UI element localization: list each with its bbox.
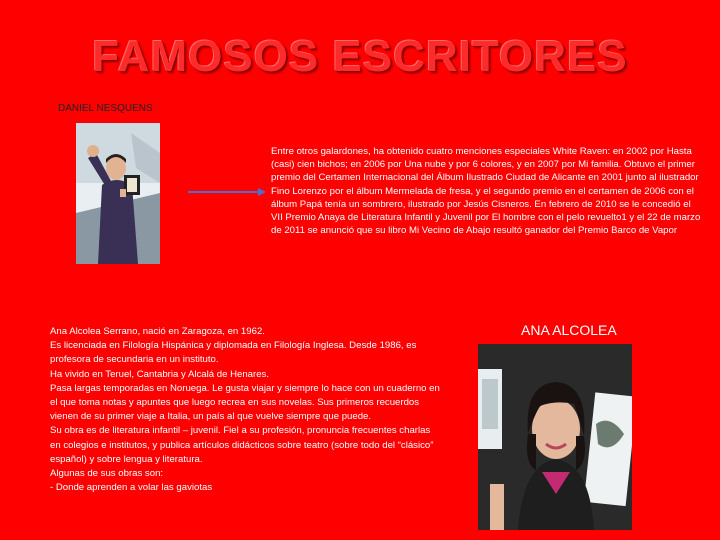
author-name-nesquens: DANIEL NESQUENS	[58, 103, 153, 114]
author-photo-nesquens	[76, 123, 160, 264]
author-name-alcolea: ANA ALCOLEA	[521, 322, 617, 338]
alcolea-bio: Ana Alcolea Serrano, nació en Zaragoza, en 1962. Es licenciada en Filología Hispánica y diplomada en Filología Inglesa. Desde 1986, es profesora de secundaria en un instituto. Ha vivido en Teruel, Cantabria y Alcalá de Henares. Pasa largas temporadas en Noruega. Le gusta viajar y siempre lo hace con un cuaderno en el que toma notas y apuntes que luego recrea en sus novelas. Sus primeros recuerdos vienen de su primer viaje a Italia, un país al que vuelve siempre que puede. Su obra es de literatura infantil – juvenil. Fiel a su profesión, pronuncia frecuentes charlas en colegios e institutos, y publica artículos didácticos sobre teatro (sobre todo del “clásico” español) y sobre lengua y literatura. Algunas de sus obras son: - Donde aprenden a volar las gaviotas	[50, 326, 440, 494]
author-photo-alcolea	[478, 344, 632, 530]
nesquens-bio: Entre otros galardones, ha obtenido cuatro menciones especiales White Raven: en 2002 por Hasta (casi) cien bichos; en 2006 por Una nube y por 6 colores, y en 2007 por Mi familia. Obtuvo el primer premio del Certamen Internacional del Álbum Ilustrado Ciudad de Alicante en 2001 junto al ilustrador Fino Lorenzo por el álbum Mermelada de fresa, y el segundo premio en el certamen de 2006 con el álbum Papá tenía un sombrero, ilustrado por Jesús Cisneros. En febrero de 2010 se le concedió el VII Premio Anaya de Literatura Infantil y Juvenil por El hombre con el pelo revuelto1 y el 22 de marzo de 2011 se anunció que su libro Mi Vecino de Abajo resultó ganador del Premio Barco de Vapor	[271, 146, 701, 237]
arrow-icon	[188, 186, 266, 198]
slide-title: FAMOSOS ESCRITORES	[92, 32, 628, 81]
